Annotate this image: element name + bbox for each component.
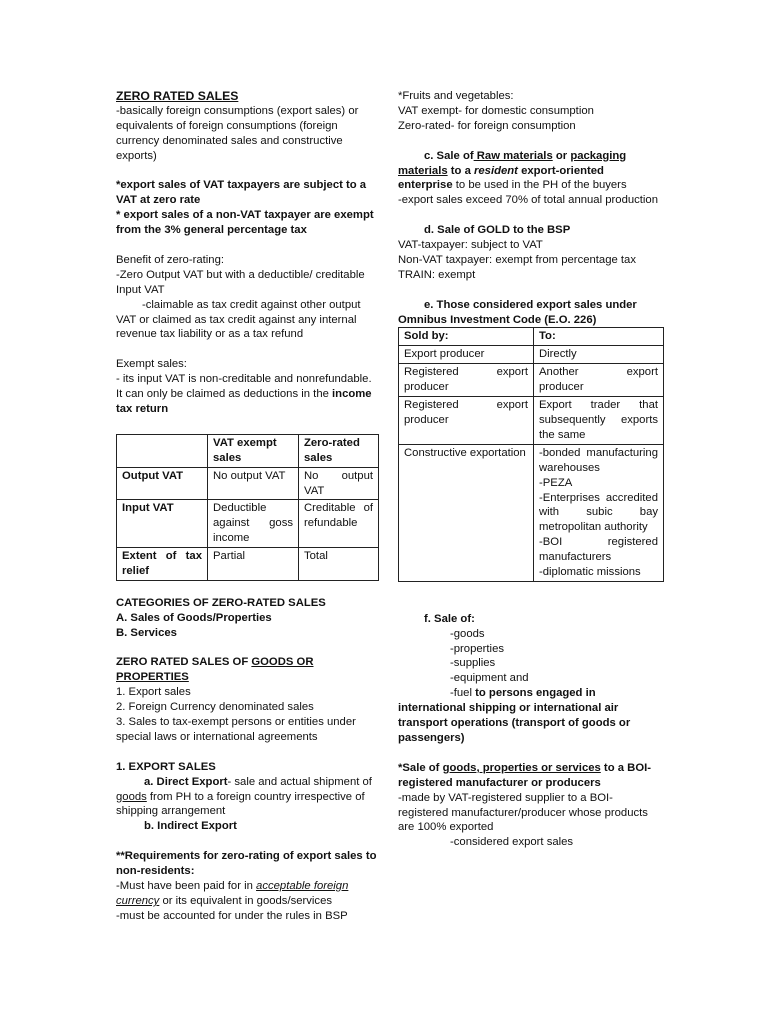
table-cell: Partial xyxy=(208,548,299,581)
exempt-text-bold: income tax return xyxy=(116,388,372,415)
table-cell: Creditable of refundable xyxy=(299,500,379,548)
table-row xyxy=(399,346,664,364)
requirement-1-prefix: -Must have been paid for in xyxy=(116,880,257,892)
export-sales-heading: 1. EXPORT SALES xyxy=(116,760,216,773)
section-c-tail: to be used in the PH of the buyers xyxy=(452,179,627,192)
section-d-line-1: VAT-taxpayer: subject to VAT xyxy=(398,239,543,252)
goods-list-item: 1. Export sales xyxy=(116,686,191,699)
right-column xyxy=(398,89,660,850)
left-column xyxy=(116,89,378,924)
section-c-to: to a xyxy=(447,164,474,177)
table-cell: Input VAT xyxy=(117,500,208,548)
section-f-heading: f. Sale of: xyxy=(424,612,475,625)
table-row xyxy=(117,548,379,581)
table-cell: Sold by: xyxy=(399,328,534,346)
intro-text: -basically foreign consumptions (export sales) or equivalents of foreign consumptions (foreign currency denominated sales and constructive exports) xyxy=(116,104,359,162)
table-row xyxy=(117,500,379,548)
direct-export-text xyxy=(116,775,378,820)
table-cell: Another export producer xyxy=(534,364,664,397)
section-c-text xyxy=(398,149,660,194)
table-cell: No output VAT xyxy=(208,467,299,500)
section-f-item: -properties xyxy=(450,642,504,655)
export-sales-table xyxy=(398,327,664,582)
section-d-line-2: Non-VAT taxpayer: exempt from percentage tax xyxy=(398,253,636,266)
table-row xyxy=(117,467,379,500)
categories-title: CATEGORIES OF ZERO-RATED SALES xyxy=(116,596,326,609)
boi-heading xyxy=(398,761,660,791)
table-header-row xyxy=(399,328,664,346)
direct-export-body-2: from PH to a foreign country irrespective of shipping arrangement xyxy=(116,790,365,818)
boi-prefix: *Sale of xyxy=(398,761,443,774)
section-f-fuel-label: -fuel xyxy=(450,687,472,700)
section-c-enterprise: export-oriented enterprise xyxy=(398,164,604,192)
requirement-1-italic: acceptable foreign currency xyxy=(116,880,349,907)
table-cell: Export producer xyxy=(399,346,534,364)
table-cell: Output VAT xyxy=(117,467,208,500)
section-c-or: or xyxy=(552,149,571,162)
exempt-heading: Exempt sales: xyxy=(116,358,187,371)
exempt-text xyxy=(116,372,378,417)
section-c-packaging: packaging materials xyxy=(398,149,627,177)
categories-item-b: B. Services xyxy=(116,626,177,639)
boi-line-2: -considered export sales xyxy=(450,836,574,849)
section-c-prefix: c. Sale of xyxy=(424,149,474,162)
requirement-1 xyxy=(116,879,378,909)
fruits-line-2: Zero-rated- for foreign consumption xyxy=(398,119,576,132)
direct-export-body-1: - sale and actual shipment of xyxy=(227,775,372,788)
goods-list-item: 3. Sales to tax-exempt persons or entities under special laws or international agreements xyxy=(116,716,356,743)
table-cell: Extent of tax relief xyxy=(117,548,208,581)
indirect-export-label: b. Indirect Export xyxy=(144,820,237,833)
requirements-heading: **Requirements for zero-rating of export sales to non-residents: xyxy=(116,850,377,878)
section-c-resident: resident xyxy=(474,164,518,177)
section-f-fuel-tail: to persons engaged in international shipping or international air transport operations (transport of goods or passengers) xyxy=(398,687,631,744)
fruits-line-1: VAT exempt- for domestic consumption xyxy=(398,104,594,117)
section-f-fuel xyxy=(398,686,660,746)
table-cell: Registered export producer xyxy=(399,397,534,445)
direct-export-goods: goods xyxy=(116,790,147,803)
section-c-export: -export sales exceed 70% of total annual production xyxy=(398,194,658,207)
table-cell: Zero-rated sales xyxy=(299,434,379,467)
table-cell xyxy=(117,434,208,467)
table-cell: VAT exempt sales xyxy=(208,434,299,467)
goods-section-title xyxy=(116,655,378,685)
requirement-1-suffix: or its equivalent in goods/services xyxy=(159,894,333,907)
comparison-table xyxy=(116,434,379,581)
table-cell: Directly xyxy=(534,346,664,364)
exempt-text-body: - its input VAT is non-creditable and nonrefundable. It can only be claimed as deductions in the xyxy=(116,373,372,401)
section-f-item: -supplies xyxy=(450,657,496,670)
section-f-item: -goods xyxy=(450,627,485,640)
table-cell: Deductible against goss income xyxy=(208,500,299,548)
direct-export-label: a. Direct Export xyxy=(144,775,228,788)
boi-suffix: to a BOI-registered manufacturer or producers xyxy=(398,761,652,789)
benefit-text-1: -Zero Output VAT but with a deductible/ creditable Input VAT xyxy=(116,268,365,296)
section-d-heading: d. Sale of GOLD to the BSP xyxy=(424,224,571,237)
nonvat-rule-text: * export sales of a non-VAT taxpayer are exempt from the 3% general percentage tax xyxy=(116,209,374,237)
goods-title-prefix: ZERO RATED SALES OF xyxy=(116,656,252,669)
table-cell: -bonded manufacturing warehouses -PEZA -Enterprises accredited with subic bay metropolitan authority -BOI registered manufacturers -diplomatic missions xyxy=(534,444,664,581)
page-title: ZERO RATED SALES xyxy=(116,89,239,103)
boi-underlined: goods, properties or services xyxy=(442,761,601,774)
vat-rule-text: *export sales of VAT taxpayers are subject to a VAT at zero rate xyxy=(116,179,367,207)
section-e-heading: e. Those considered export sales under Omnibus Investment Code (E.O. 226) xyxy=(398,298,637,326)
table-cell: Total xyxy=(299,548,379,581)
fruits-heading: *Fruits and vegetables: xyxy=(398,90,514,102)
boi-line-1: -made by VAT-registered supplier to a BOI-registered manufacturer/producer whose products are 100% exported xyxy=(398,791,648,834)
table-cell: To: xyxy=(534,328,664,346)
table-row xyxy=(399,364,664,397)
table-cell: No output VAT xyxy=(299,467,379,500)
table-row xyxy=(399,444,664,581)
benefit-heading: Benefit of zero-rating: xyxy=(116,253,225,266)
benefit-text-2: -claimable as tax credit against other output VAT or claimed as tax credit against any internal revenue tax liability or as a tax refund xyxy=(116,298,361,341)
goods-list-item: 2. Foreign Currency denominated sales xyxy=(116,701,314,714)
table-cell: Constructive exportation xyxy=(399,444,534,581)
table-cell: Export trader that subsequently exports the same xyxy=(534,397,664,445)
section-c-raw: Raw materials xyxy=(473,149,553,162)
table-cell: Registered export producer xyxy=(399,364,534,397)
section-d-line-3: TRAIN: exempt xyxy=(398,268,476,281)
categories-item-a: A. Sales of Goods/Properties xyxy=(116,611,272,624)
section-f-item: -equipment and xyxy=(450,672,529,685)
table-header-row xyxy=(117,434,379,467)
requirement-2: -must be accounted for under the rules in BSP xyxy=(116,909,348,922)
table-row xyxy=(399,397,664,445)
goods-title-underlined: GOODS OR PROPERTIES xyxy=(116,656,314,684)
